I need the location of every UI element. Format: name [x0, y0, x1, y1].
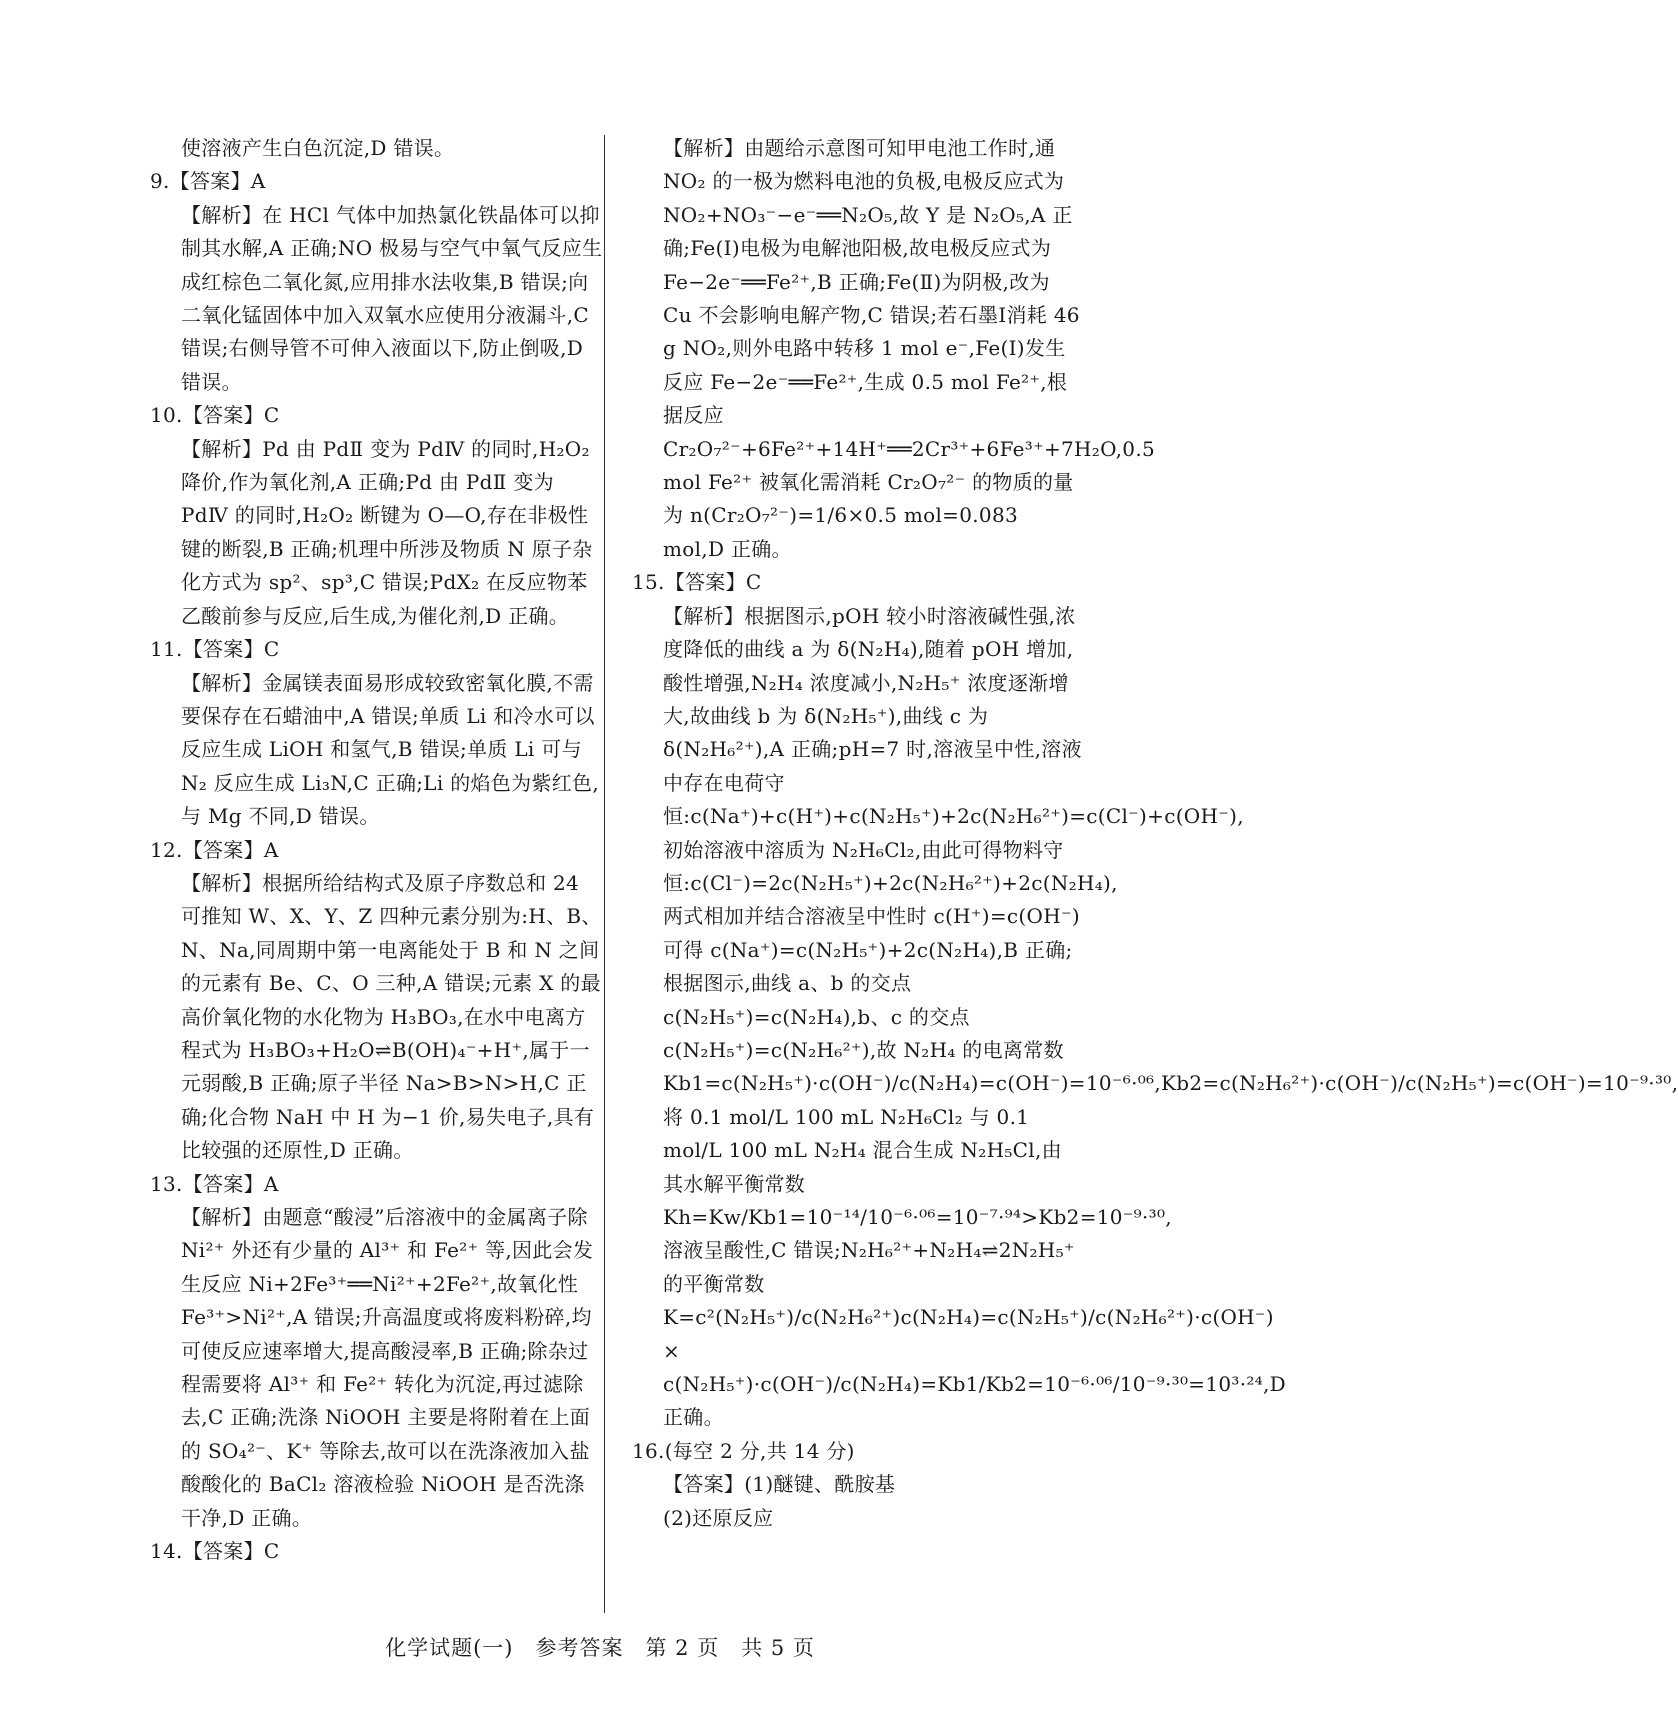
left-column	[150, 132, 604, 1568]
answer-q16-1: 【答案】(1)醚键、酰胺基	[663, 1472, 896, 1497]
answer-q16-2: (2)还原反应	[663, 1505, 774, 1530]
right-column	[632, 132, 1678, 1535]
paragraph-q8-tail: 使溶液产生白色沉淀,D 错误。	[181, 136, 455, 160]
explanation-q12: 【解析】根据所给结构式及原子序数总和 24 可推知 W、X、Y、Z 四种元素分别为:H、B、N、Na,同周期中第一电离能处于 B 和 N 之间的元素有 Be、C、O 三种,A 错误;元素 X 的最高价氧化物的水化物为 H₃BO₃,在水中电离方程式为 H₃BO₃+H₂O⇌B(OH)₄⁻+H⁺,属于一元弱酸,B 正确;原子半径 Na>B>N>H,C 正确;化合物 NaH 中 H 为−1 价,易失电子,具有比较强的还原性,D 正确。	[181, 870, 602, 1163]
explanation-q10: 【解析】Pd 由 PdⅡ 变为 PdⅣ 的同时,H₂O₂ 降价,作为氧化剂,A 正确;Pd 由 PdⅡ 变为 PdⅣ 的同时,H₂O₂ 断键为 O—O,存在非极性键的断裂,B 正确;机理中所涉及物质 N 原子杂化方式为 sp²、sp³,C 错误;PdX₂ 在反应物苯乙酸前参与反应,后生成,为催化剂,D 正确。	[181, 436, 593, 628]
explanation-q15: 【解析】根据图示,pOH 较小时溶液碱性强,浓度降低的曲线 a 为 δ(N₂H₄),随着 pOH 增加,酸性增强,N₂H₄ 浓度减小,N₂H₅⁺ 浓度逐渐增大,故曲线 b 为 δ(N₂H₅⁺),曲线 c 为 δ(N₂H₆²⁺),A 正确;pH=7 时,溶液呈中性,溶液中存在电荷守恒:c(Na⁺)+c(H⁺)+c(N₂H₅⁺)+2c(N₂H₆²⁺)=c(Cl⁻)+c(OH⁻),初始溶液中溶质为 N₂H₆Cl₂,由此可得物料守恒:c(Cl⁻)=2c(N₂H₅⁺)+2c(N₂H₆²⁺)+2c(N₂H₄),两式相加并结合溶液呈中性时 c(H⁺)=c(OH⁻)可得 c(Na⁺)=c(N₂H₅⁺)+2c(N₂H₄),B 正确;根据图示,曲线 a、b 的交点 c(N₂H₅⁺)=c(N₂H₄),b、c 的交点 c(N₂H₅⁺)=c(N₂H₆²⁺),故 N₂H₄ 的电离常数 Kb1=c(N₂H₅⁺)·c(OH⁻)/c(N₂H₄)=c(OH⁻)=10⁻⁶·⁰⁶,Kb2=c(N₂H₆²⁺)·c(OH⁻)/c(N₂H₅⁺)=c(OH⁻)=10⁻⁹·³⁰,将 0.1 mol/L 100 mL N₂H₆Cl₂ 与 0.1 mol/L 100 mL N₂H₄ 混合生成 N₂H₅Cl,由其水解平衡常数 Kh=Kw/Kb1=10⁻¹⁴/10⁻⁶·⁰⁶=10⁻⁷·⁹⁴>Kb2=10⁻⁹·³⁰,溶液呈酸性,C 错误;N₂H₆²⁺+N₂H₄⇌2N₂H₅⁺ 的平衡常数 K=c²(N₂H₅⁺)/c(N₂H₆²⁺)c(N₂H₄)=c(N₂H₅⁺)/c(N₂H₆²⁺)·c(OH⁻) × c(N₂H₅⁺)·c(OH⁻)/c(N₂H₄)=Kb1/Kb2=10⁻⁶·⁰⁶/10⁻⁹·³⁰=10³·²⁴,D 正确。	[663, 603, 1678, 1430]
explanation-q13: 【解析】由题意“酸浸”后溶液中的金属离子除 Ni²⁺ 外还有少量的 Al³⁺ 和 Fe²⁺ 等,因此会发生反应 Ni+2Fe³⁺══Ni²⁺+2Fe²⁺,故氧化性 Fe³⁺>Ni²⁺,A 错误;升高温度或将废料粉碎,均可使反应速率增大,提高酸浸率,B 正确;除杂过程需要将 Al³⁺ 和 Fe²⁺ 转化为沉淀,再过滤除去,C 正确;洗涤 NiOOH 主要是将附着在上面的 SO₄²⁻、K⁺ 等除去,故可以在洗涤液加入盐酸酸化的 BaCl₂ 溶液检验 NiOOH 是否洗涤干净,D 正确。	[181, 1205, 594, 1530]
explanation-q9: 【解析】在 HCl 气体中加热氯化铁晶体可以抑制其水解,A 正确;NO 极易与空气中氧气反应生成红棕色二氧化氮,应用排水法收集,B 错误;向二氧化锰固体中加入双氧水应使用分液漏斗,C 错误;右侧导管不可伸入液面以下,防止倒吸,D 错误。	[181, 202, 603, 394]
answer-q14: 14.【答案】C	[150, 1539, 280, 1564]
answer-q15: 15.【答案】C	[632, 570, 762, 595]
explanation-q11: 【解析】金属镁表面易形成较致密氧化膜,不需要保存在石蜡油中,A 错误;单质 Li 和冷水可以反应生成 LiOH 和氢气,B 错误;单质 Li 可与 N₂ 反应生成 Li₃N,C 正确;Li 的焰色为紫红色,与 Mg 不同,D 错误。	[181, 670, 599, 829]
answer-q11: 11.【答案】C	[150, 637, 280, 662]
answer-q10: 10.【答案】C	[150, 403, 280, 428]
answer-q12: 12.【答案】A	[150, 837, 279, 862]
heading-q16: 16.(每空 2 分,共 14 分)	[632, 1438, 855, 1463]
page-footer: 化学试题(一) 参考答案 第 2 页 共 5 页	[385, 1636, 815, 1660]
explanation-q14: 【解析】由题给示意图可知甲电池工作时,通 NO₂ 的一极为燃料电池的负极,电极反应式为 NO₂+NO₃⁻−e⁻══N₂O₅,故 Y 是 N₂O₅,A 正确;Fe(Ⅰ)电极为电解池阳极,故电极反应式为 Fe−2e⁻══Fe²⁺,B 正确;Fe(Ⅱ)为阴极,改为 Cu 不会影响电解产物,C 错误;若石墨Ⅰ消耗 46 g NO₂,则外电路中转移 1 mol e⁻,Fe(Ⅰ)发生反应 Fe−2e⁻══Fe²⁺,生成 0.5 mol Fe²⁺,根据反应 Cr₂O₇²⁻+6Fe²⁺+14H⁺══2Cr³⁺+6Fe³⁺+7H₂O,0.5 mol Fe²⁺ 被氧化需消耗 Cr₂O₇²⁻ 的物质的量为 n(Cr₂O₇²⁻)=1/6×0.5 mol=0.083 mol,D 正确。	[663, 136, 1155, 561]
answer-q13: 13.【答案】A	[150, 1171, 279, 1196]
answer-q9: 9.【答案】A	[150, 169, 266, 194]
column-divider	[604, 135, 605, 1613]
